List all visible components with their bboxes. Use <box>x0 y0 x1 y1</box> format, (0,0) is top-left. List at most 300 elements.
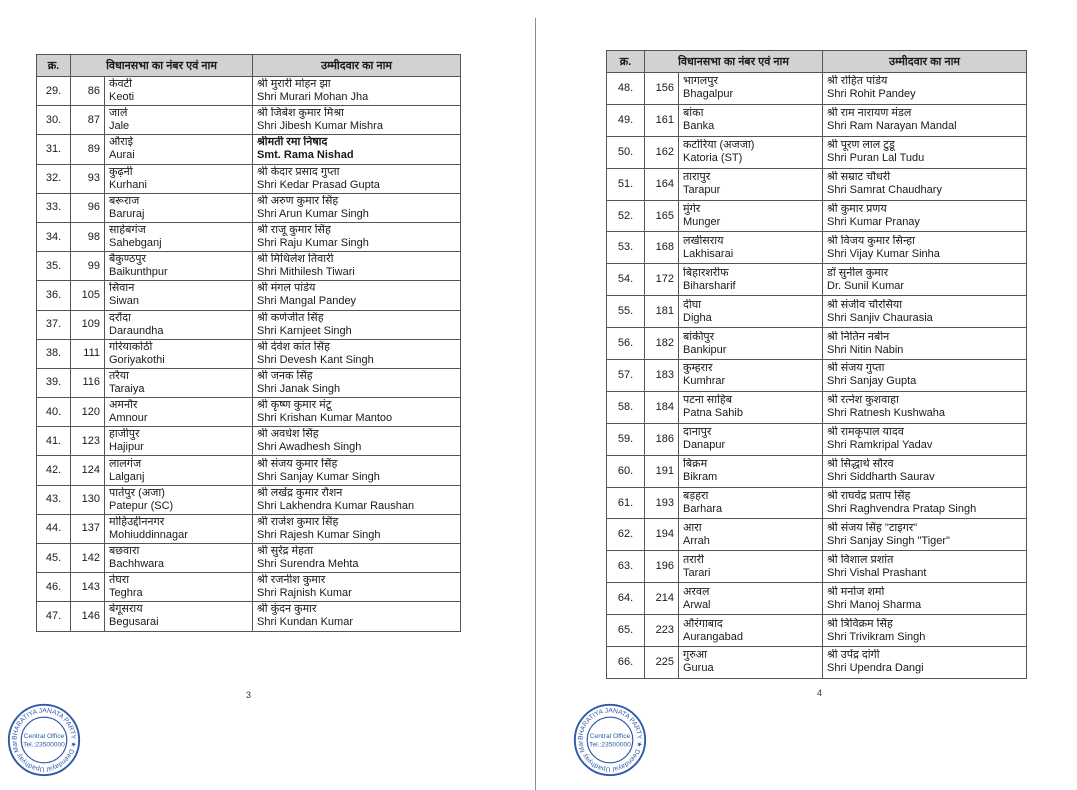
constituency-number: 96 <box>71 193 105 222</box>
constituency-number: 86 <box>71 77 105 106</box>
constituency-name-hindi: भागलपुर <box>683 75 718 88</box>
candidate-name-hindi: श्री राजेश कुमार सिंह <box>257 515 339 528</box>
constituency-number: 186 <box>645 423 679 455</box>
serial-number: 56. <box>607 328 645 360</box>
candidate-name <box>823 391 1027 423</box>
serial-number: 34. <box>37 222 71 251</box>
constituency-name <box>679 296 823 328</box>
candidate-name-hindi: श्री मुरारी मोहन झा <box>257 78 331 91</box>
constituency-name <box>105 164 253 193</box>
table-row <box>37 106 461 135</box>
constituency-name-hindi: आरा <box>683 521 702 534</box>
table-header-row <box>37 55 461 77</box>
constituency-name-english: Kumhrar <box>683 375 726 388</box>
candidate-name-english: Shri Upendra Dangi <box>827 662 924 675</box>
constituency-number: 182 <box>645 328 679 360</box>
constituency-number: 183 <box>645 360 679 392</box>
candidate-name <box>823 200 1027 232</box>
constituency-name-hindi: हाजीपुर <box>109 428 140 441</box>
constituency-name-english: Munger <box>683 216 721 228</box>
constituency-name-english: Tarari <box>683 566 711 579</box>
constituency-name-hindi: कुम्हरार <box>683 362 713 375</box>
constituency-name-english: Biharsharif <box>683 279 736 292</box>
candidate-name-english: Shri Murari Mohan Jha <box>257 91 369 104</box>
candidate-name-hindi: श्री रोहित पांडेय <box>827 75 888 88</box>
constituency-number: 162 <box>645 136 679 168</box>
candidate-name <box>253 193 461 222</box>
constituency-name-hindi: जाले <box>109 107 128 120</box>
table-row <box>607 73 1027 105</box>
constituency-name-hindi: बेगूसराय <box>109 603 143 616</box>
table-row <box>607 200 1027 232</box>
table-row <box>607 232 1027 264</box>
candidate-name <box>823 583 1027 615</box>
candidate-name-hindi: श्री राजू कुमार सिंह <box>257 224 331 237</box>
constituency-name-english: Lakhisarai <box>683 247 734 260</box>
constituency-name <box>105 135 253 164</box>
candidate-name-hindi: श्री रामकृपाल यादव <box>827 426 904 439</box>
constituency-number: 111 <box>71 339 105 368</box>
table-row <box>607 423 1027 455</box>
candidate-name-english: Shri Kumar Pranay <box>827 216 920 228</box>
constituency-number: 98 <box>71 222 105 251</box>
candidate-name <box>823 232 1027 264</box>
constituency-name-english: Patna Sahib <box>683 407 743 420</box>
candidate-name-english: Smt. Rama Nishad <box>257 149 354 162</box>
header-candidate: उम्मीदवार का नाम <box>823 51 1027 73</box>
constituency-name-hindi: तरैया <box>109 369 129 382</box>
candidate-name-hindi: श्री रत्नेश कुशवाहा <box>827 394 899 407</box>
constituency-name-hindi: तारापुर <box>683 171 711 184</box>
constituency-name <box>105 398 253 427</box>
constituency-name-hindi: सिवान <box>109 282 135 295</box>
constituency-name <box>105 573 253 602</box>
table-body-left <box>37 77 461 632</box>
constituency-name <box>679 328 823 360</box>
svg-text:Tel.:23500000: Tel.:23500000 <box>23 741 65 749</box>
page-number: 3 <box>246 690 252 700</box>
candidate-name-hindi: श्री मिथिलेश तिवारी <box>257 253 334 266</box>
table-row <box>37 602 461 631</box>
serial-number: 63. <box>607 551 645 583</box>
table-header-row <box>607 51 1027 73</box>
constituency-name <box>679 583 823 615</box>
serial-number: 60. <box>607 455 645 487</box>
candidate-name-english: Shri Manoj Sharma <box>827 598 922 611</box>
constituency-name-english: Mohiuddinnagar <box>109 528 188 541</box>
table-row <box>37 485 461 514</box>
serial-number: 31. <box>37 135 71 164</box>
candidate-name-hindi: श्री संजीव चौरसिया <box>827 298 903 311</box>
candidate-name-hindi: श्री जिबेश कुमार मिश्रा <box>257 107 345 120</box>
constituency-name-hindi: दीघा <box>683 298 702 311</box>
constituency-name-hindi: दानापुर <box>683 426 712 439</box>
constituency-number: 168 <box>645 232 679 264</box>
constituency-name-english: Lalganj <box>109 470 145 483</box>
candidate-name-english: Shri Trivikram Singh <box>827 630 926 643</box>
candidate-name-hindi: श्री मंगल पांडेय <box>257 282 316 295</box>
table-row <box>37 193 461 222</box>
candidate-name <box>253 485 461 514</box>
constituency-name-hindi: औराई <box>109 136 134 149</box>
constituency-number: 142 <box>71 544 105 573</box>
constituency-name <box>105 252 253 281</box>
constituency-number: 181 <box>645 296 679 328</box>
constituency-name-hindi: साहेबगंज <box>109 224 146 237</box>
constituency-name-hindi: बांका <box>683 107 704 120</box>
constituency-name-english: Teghra <box>109 587 143 600</box>
serial-number: 50. <box>607 136 645 168</box>
constituency-name <box>679 264 823 296</box>
serial-number: 44. <box>37 514 71 543</box>
candidate-name <box>253 135 461 164</box>
serial-number: 37. <box>37 310 71 339</box>
candidate-name-hindi: श्री कुंदन कुमार <box>257 603 317 616</box>
party-seal-stamp <box>6 702 82 778</box>
constituency-name <box>679 232 823 264</box>
candidate-name-english: Shri Krishan Kumar Mantoo <box>257 412 393 425</box>
candidate-name-hindi: श्री संजय सिंह "टाइगर" <box>827 521 918 534</box>
candidate-name-hindi: श्री विशाल प्रशांत <box>827 553 894 566</box>
constituency-name-hindi: कुढ़नी <box>109 165 133 178</box>
table-row <box>607 551 1027 583</box>
candidate-name <box>823 455 1027 487</box>
constituency-name-hindi: पटना साहिब <box>683 394 733 407</box>
candidate-name-english: Shri Lakhendra Kumar Raushan <box>257 499 415 512</box>
serial-number: 52. <box>607 200 645 232</box>
svg-text:BHARATIYA JANATA PARTY ★ Deend: BHARATIYA JANATA PARTY ★ Deendayal Upadhyay Mar <box>11 707 77 773</box>
constituency-number: 99 <box>71 252 105 281</box>
constituency-name-english: Keoti <box>109 91 135 104</box>
constituency-name <box>679 423 823 455</box>
constituency-name-english: Digha <box>683 311 712 324</box>
candidate-name-hindi: श्री विजय कुमार सिन्हा <box>827 234 915 247</box>
candidate-name-hindi: श्री रजनीश कुमार <box>257 574 326 587</box>
candidate-name <box>253 339 461 368</box>
table-row <box>607 615 1027 647</box>
constituency-name-hindi: बछवारा <box>109 545 140 558</box>
candidate-name <box>823 423 1027 455</box>
candidate-name-english: Shri Sanjay Singh "Tiger" <box>827 534 950 547</box>
constituency-name-hindi: बांकीपुर <box>683 330 715 343</box>
candidate-name <box>253 544 461 573</box>
constituency-number: 105 <box>71 281 105 310</box>
constituency-name <box>679 168 823 200</box>
candidate-name-english: Shri Vijay Kumar Sinha <box>827 247 940 260</box>
constituency-number: 124 <box>71 456 105 485</box>
constituency-name <box>105 222 253 251</box>
constituency-name-hindi: औरंगाबाद <box>683 617 723 630</box>
candidate-table-left <box>36 54 461 632</box>
candidate-name-english: Shri Raju Kumar Singh <box>257 237 369 250</box>
candidate-name <box>253 456 461 485</box>
party-seal-stamp <box>572 702 648 778</box>
table-row <box>37 573 461 602</box>
constituency-name-english: Barhara <box>683 503 723 516</box>
candidate-name-english: Shri Nitin Nabin <box>827 343 904 356</box>
constituency-name-hindi: दरौंदा <box>109 311 131 324</box>
constituency-name <box>679 391 823 423</box>
candidate-name <box>253 164 461 193</box>
candidate-name <box>253 573 461 602</box>
candidate-name <box>823 519 1027 551</box>
table-row <box>607 455 1027 487</box>
table-row <box>37 252 461 281</box>
constituency-name-english: Taraiya <box>109 382 145 395</box>
candidate-name <box>823 615 1027 647</box>
constituency-name <box>679 455 823 487</box>
serial-number: 29. <box>37 77 71 106</box>
constituency-number: 165 <box>645 200 679 232</box>
constituency-name <box>679 615 823 647</box>
serial-number: 36. <box>37 281 71 310</box>
serial-number: 35. <box>37 252 71 281</box>
constituency-number: 223 <box>645 615 679 647</box>
constituency-number: 123 <box>71 427 105 456</box>
serial-number: 48. <box>607 73 645 105</box>
constituency-name <box>679 647 823 679</box>
candidate-name-hindi: श्री देवेश कांत सिंह <box>257 340 330 353</box>
table-row <box>37 222 461 251</box>
constituency-name-hindi: अमनौर <box>109 399 138 412</box>
candidate-name <box>253 427 461 456</box>
constituency-number: 120 <box>71 398 105 427</box>
candidate-name-english: Shri Ramkripal Yadav <box>827 439 933 452</box>
constituency-name-english: Gurua <box>683 662 714 675</box>
constituency-name <box>105 485 253 514</box>
constituency-number: 87 <box>71 106 105 135</box>
constituency-number: 116 <box>71 368 105 397</box>
table-row <box>37 456 461 485</box>
constituency-name-english: Bikram <box>683 471 718 484</box>
constituency-number: 161 <box>645 104 679 136</box>
candidate-name <box>823 328 1027 360</box>
constituency-name <box>105 427 253 456</box>
serial-number: 38. <box>37 339 71 368</box>
constituency-name <box>679 200 823 232</box>
svg-text:Tel.:23500000: Tel.:23500000 <box>589 741 631 749</box>
table-row <box>37 339 461 368</box>
constituency-name <box>679 519 823 551</box>
candidate-name-english: Shri Rohit Pandey <box>827 88 916 101</box>
constituency-name <box>105 368 253 397</box>
serial-number: 32. <box>37 164 71 193</box>
candidate-name-hindi: श्री केदार प्रसाद गुप्ता <box>257 165 340 178</box>
constituency-name-hindi: तेघरा <box>109 574 130 587</box>
candidate-name-hindi: श्री कुमार प्रणय <box>827 203 887 215</box>
constituency-name-hindi: बिहारशरीफ <box>683 266 729 279</box>
constituency-name-hindi: बरूराज <box>109 194 140 207</box>
table-row <box>37 544 461 573</box>
candidate-name <box>823 104 1027 136</box>
candidate-name-hindi: श्री कर्णजीत सिंह <box>257 311 324 324</box>
candidate-name <box>823 647 1027 679</box>
svg-text:Central Office: Central Office <box>589 733 631 741</box>
constituency-number: 225 <box>645 647 679 679</box>
candidate-name-english: Shri Awadhesh Singh <box>257 441 362 454</box>
candidate-name <box>253 368 461 397</box>
constituency-name-english: Hajipur <box>109 441 144 454</box>
serial-number: 54. <box>607 264 645 296</box>
serial-number: 51. <box>607 168 645 200</box>
constituency-name <box>105 77 253 106</box>
header-sn: क्र. <box>607 51 645 73</box>
constituency-name <box>105 514 253 543</box>
candidate-name <box>253 281 461 310</box>
candidate-name-hindi: श्री राघवेंद्र प्रताप सिंह <box>827 490 911 503</box>
constituency-number: 164 <box>645 168 679 200</box>
candidate-name-english: Shri Janak Singh <box>257 382 341 395</box>
serial-number: 45. <box>37 544 71 573</box>
candidate-name <box>253 514 461 543</box>
svg-text:BHARATIYA JANATA PARTY ★ Deend: BHARATIYA JANATA PARTY ★ Deendayal Upadhyay Mar <box>577 707 643 773</box>
constituency-number: 156 <box>645 73 679 105</box>
constituency-name-english: Arwal <box>683 598 711 611</box>
table-row <box>607 360 1027 392</box>
constituency-name <box>105 602 253 631</box>
candidate-name-hindi: श्री लखेंद्र कुमार रौशन <box>257 486 343 499</box>
candidate-name-hindi: श्री अरुण कुमार सिंह <box>257 194 339 207</box>
candidate-name-english: Shri Vishal Prashant <box>827 566 927 579</box>
candidate-name-hindi: श्री अवधेश सिंह <box>257 428 319 441</box>
constituency-name-hindi: बैकुण्ठपुर <box>109 253 146 266</box>
constituency-number: 146 <box>71 602 105 631</box>
constituency-number: 193 <box>645 487 679 519</box>
candidate-name-english: Shri Surendra Mehta <box>257 558 359 571</box>
candidate-name-english: Shri Karnjeet Singh <box>257 324 352 337</box>
candidate-name-hindi: श्री मनोज शर्मा <box>827 585 885 598</box>
candidate-name-hindi: श्री पूरण लाल टुडू <box>827 139 895 152</box>
constituency-name-english: Sahebganj <box>109 237 162 250</box>
constituency-name-english: Bhagalpur <box>683 88 734 101</box>
candidate-name-english: Shri Sanjay Kumar Singh <box>257 470 380 483</box>
page-number: 4 <box>817 688 823 698</box>
serial-number: 55. <box>607 296 645 328</box>
candidate-name-english: Shri Sanjay Gupta <box>827 375 917 388</box>
header-constituency: विधानसभा का नंबर एवं नाम <box>645 51 823 73</box>
constituency-name-english: Jale <box>109 120 130 133</box>
table-row <box>607 168 1027 200</box>
candidate-name-hindi: श्री नितिन नबीन <box>827 330 890 343</box>
candidate-name-english: Shri Sanjiv Chaurasia <box>827 311 933 324</box>
candidate-name <box>823 136 1027 168</box>
candidate-name-hindi: श्री सुरेंद्र मेहता <box>257 545 314 558</box>
constituency-number: 194 <box>645 519 679 551</box>
candidate-name-hindi: श्री सिद्धार्थ सौरव <box>827 458 894 471</box>
candidate-name-english: Shri Rajnish Kumar <box>257 587 352 600</box>
candidate-name-english: Shri Jibesh Kumar Mishra <box>257 120 383 133</box>
serial-number: 49. <box>607 104 645 136</box>
serial-number: 66. <box>607 647 645 679</box>
candidate-name <box>253 310 461 339</box>
constituency-name-hindi: केवटी <box>109 78 132 91</box>
constituency-number: 109 <box>71 310 105 339</box>
candidate-name-hindi: श्री उपेंद्र दांगी <box>827 649 880 662</box>
serial-number: 57. <box>607 360 645 392</box>
candidate-name <box>823 168 1027 200</box>
table-row <box>607 519 1027 551</box>
serial-number: 42. <box>37 456 71 485</box>
page-divider <box>535 18 536 790</box>
candidate-name-english: Shri Siddharth Saurav <box>827 471 935 484</box>
candidate-name <box>253 222 461 251</box>
serial-number: 40. <box>37 398 71 427</box>
constituency-name-english: Begusarai <box>109 616 159 629</box>
constituency-name <box>679 73 823 105</box>
constituency-name-english: Danapur <box>683 439 726 452</box>
constituency-name <box>679 551 823 583</box>
constituency-number: 184 <box>645 391 679 423</box>
candidate-name <box>823 264 1027 296</box>
table-row <box>607 391 1027 423</box>
serial-number: 65. <box>607 615 645 647</box>
candidate-name-english: Shri Mithilesh Tiwari <box>257 266 355 279</box>
table-row <box>37 310 461 339</box>
constituency-name-english: Baikunthpur <box>109 266 168 279</box>
serial-number: 30. <box>37 106 71 135</box>
table-row <box>607 328 1027 360</box>
table-row <box>607 487 1027 519</box>
constituency-name-english: Tarapur <box>683 184 721 197</box>
table-row <box>607 136 1027 168</box>
candidate-table-right <box>606 50 1027 679</box>
candidate-name <box>823 296 1027 328</box>
constituency-number: 214 <box>645 583 679 615</box>
constituency-name <box>105 193 253 222</box>
candidate-name-hindi: डॉ सुनील कुमार <box>827 266 889 279</box>
table-row <box>37 427 461 456</box>
constituency-name <box>679 487 823 519</box>
candidate-name <box>253 77 461 106</box>
candidate-name-hindi: श्री त्रिविक्रम सिंह <box>827 617 893 630</box>
candidate-name-english: Shri Kundan Kumar <box>257 616 353 629</box>
constituency-name <box>105 281 253 310</box>
serial-number: 46. <box>37 573 71 602</box>
table-row <box>37 514 461 543</box>
svg-text:Central Office: Central Office <box>23 733 65 741</box>
constituency-name <box>679 136 823 168</box>
constituency-name-english: Katoria (ST) <box>683 152 743 165</box>
serial-number: 61. <box>607 487 645 519</box>
candidate-name <box>823 551 1027 583</box>
candidate-name-english: Shri Raghvendra Pratap Singh <box>827 503 977 516</box>
constituency-name <box>679 360 823 392</box>
candidate-name-english: Shri Devesh Kant Singh <box>257 353 374 366</box>
constituency-name-hindi: बड़हरा <box>683 490 709 503</box>
constituency-number: 93 <box>71 164 105 193</box>
constituency-number: 130 <box>71 485 105 514</box>
constituency-name-english: Siwan <box>109 295 139 308</box>
candidate-name <box>253 252 461 281</box>
table-row <box>607 264 1027 296</box>
constituency-name-hindi: अरवल <box>683 585 710 598</box>
constituency-number: 137 <box>71 514 105 543</box>
constituency-name-english: Bachhwara <box>109 558 165 571</box>
constituency-name <box>105 544 253 573</box>
candidate-name-english: Shri Arun Kumar Singh <box>257 207 369 220</box>
constituency-name-english: Goriyakothi <box>109 353 165 366</box>
constituency-name-hindi: गोरेयाकोठी <box>109 340 153 353</box>
serial-number: 41. <box>37 427 71 456</box>
constituency-number: 89 <box>71 135 105 164</box>
constituency-name-hindi: मोहिउद्दीननगर <box>109 515 165 528</box>
constituency-name-hindi: लखीसराय <box>683 234 724 247</box>
serial-number: 53. <box>607 232 645 264</box>
candidate-name-hindi: श्री संजय कुमार सिंह <box>257 457 338 470</box>
constituency-number: 172 <box>645 264 679 296</box>
serial-number: 64. <box>607 583 645 615</box>
constituency-number: 191 <box>645 455 679 487</box>
